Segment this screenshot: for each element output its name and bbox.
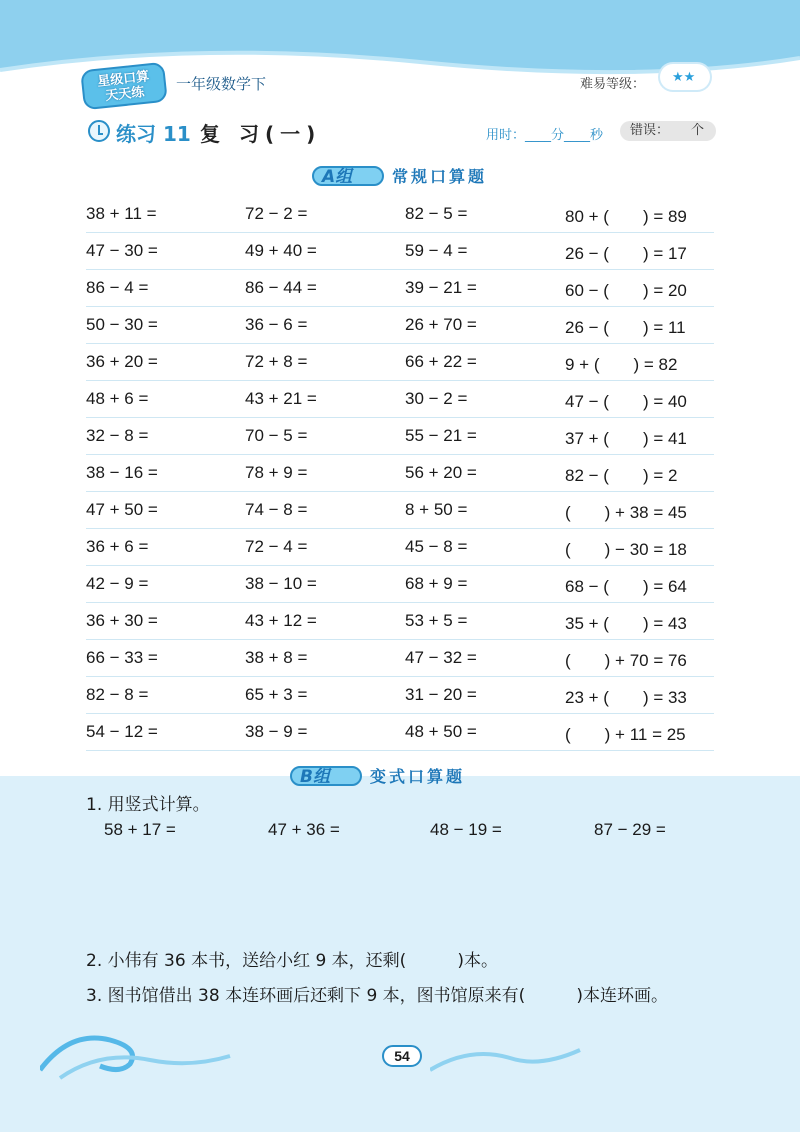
calc-item: ( ) − 30 = 18 xyxy=(565,539,687,559)
calc-item: 47 + 50 = xyxy=(86,500,158,519)
calc-item: 54 − 12 = xyxy=(86,722,158,741)
calc-item: 72 + 8 = xyxy=(245,352,308,371)
calc-item: 72 − 4 = xyxy=(245,537,308,556)
calc-row xyxy=(86,381,714,418)
calc-item: ( ) + 70 = 76 xyxy=(565,650,687,670)
calc-item: 78 + 9 = xyxy=(245,463,308,482)
calc-item: 38 − 9 = xyxy=(245,722,308,741)
calc-item: 39 − 21 = xyxy=(405,278,477,297)
calc-row xyxy=(86,603,714,640)
calc-item: 66 − 33 = xyxy=(86,648,158,667)
calc-item: 82 − ( ) = 2 xyxy=(565,465,678,485)
calc-item: 36 + 20 = xyxy=(86,352,158,371)
calc-item: 36 + 30 = xyxy=(86,611,158,630)
calc-item: 86 − 44 = xyxy=(245,278,317,297)
calc-row xyxy=(86,566,714,603)
exercise-number: 练习 11 xyxy=(116,122,191,146)
calc-row xyxy=(86,677,714,714)
calc-item: 47 − 30 = xyxy=(86,241,158,260)
calc-item: 48 + 50 = xyxy=(405,722,477,741)
alarm-clock-icon xyxy=(88,120,110,142)
exercise-title: 复 习(一) xyxy=(200,122,322,146)
difficulty-stars: ★★ xyxy=(672,69,696,84)
calc-item: 74 − 8 = xyxy=(245,500,308,519)
question-1-label: 1. 用竖式计算。 xyxy=(86,795,210,815)
difficulty-cloud xyxy=(660,64,710,90)
calc-item: 70 − 5 = xyxy=(245,426,308,445)
calc-item: 26 + 70 = xyxy=(405,315,477,334)
vertical-calc-item: 47 + 36 = xyxy=(268,820,340,839)
calc-row xyxy=(86,307,714,344)
calc-item: 68 + 9 = xyxy=(405,574,468,593)
calc-row xyxy=(86,492,714,529)
time-used: 用时：____分____秒 xyxy=(486,128,604,143)
page-number: 54 xyxy=(382,1045,422,1067)
wave-decoration-left xyxy=(40,1020,240,1080)
calc-item: 36 + 6 = xyxy=(86,537,149,556)
calc-item: 66 + 22 = xyxy=(405,352,477,371)
calc-row xyxy=(86,714,714,751)
calc-row xyxy=(86,640,714,677)
calc-row xyxy=(86,455,714,492)
calc-row xyxy=(86,196,714,233)
calc-item: 60 − ( ) = 20 xyxy=(565,280,687,300)
question-2: 2. 小伟有 36 本书，送给小红 9 本，还剩( )本。 xyxy=(86,951,498,971)
calc-row xyxy=(86,529,714,566)
calc-item: 55 − 21 = xyxy=(405,426,477,445)
calc-item: ( ) + 11 = 25 xyxy=(565,724,686,744)
calc-item: 43 + 12 = xyxy=(245,611,317,630)
calc-item: 56 + 20 = xyxy=(405,463,477,482)
grade-label: 一年级数学下 xyxy=(176,75,267,93)
calc-row xyxy=(86,344,714,381)
errors-unit: 个 xyxy=(690,123,704,138)
errors-box xyxy=(620,121,716,141)
calc-item: 26 − ( ) = 11 xyxy=(565,317,686,337)
calc-item: 38 − 10 = xyxy=(245,574,317,593)
calc-item: 72 − 2 = xyxy=(245,204,308,223)
calc-item: 59 − 4 = xyxy=(405,241,468,260)
calc-item: 65 + 3 = xyxy=(245,685,308,704)
calc-item: 45 − 8 = xyxy=(405,537,468,556)
calc-item: 30 − 2 = xyxy=(405,389,468,408)
calc-item: 35 + ( ) = 43 xyxy=(565,613,687,633)
group-a-subtitle: 常规口算题 xyxy=(392,167,488,186)
group-a-label: A组 xyxy=(322,167,353,187)
calc-item: 86 − 4 = xyxy=(86,278,149,297)
vertical-calc-item: 87 − 29 = xyxy=(594,820,666,839)
calc-item: 43 + 21 = xyxy=(245,389,317,408)
calc-item: 49 + 40 = xyxy=(245,241,317,260)
question-3: 3. 图书馆借出 38 本连环画后还剩下 9 本，图书馆原来有( )本连环画。 xyxy=(86,986,668,1006)
group-b-label: B组 xyxy=(300,767,330,787)
logo-text-main: 星级口算 xyxy=(96,68,150,89)
calc-item: 38 − 16 = xyxy=(86,463,158,482)
calc-item: 38 + 8 = xyxy=(245,648,308,667)
calc-item: 36 − 6 = xyxy=(245,315,308,334)
calc-item: 82 − 5 = xyxy=(405,204,468,223)
calc-item: 68 − ( ) = 64 xyxy=(565,576,687,596)
title-row xyxy=(88,118,718,146)
calc-item: 38 + 11 = xyxy=(86,204,157,223)
calc-item: 47 − 32 = xyxy=(405,648,477,667)
calc-item: 32 − 8 = xyxy=(86,426,149,445)
calculation-grid xyxy=(86,196,714,751)
calc-row xyxy=(86,418,714,455)
calc-item: 80 + ( ) = 89 xyxy=(565,206,687,226)
calc-item: 48 + 6 = xyxy=(86,389,149,408)
group-a-header xyxy=(312,164,512,188)
vertical-calc-item: 58 + 17 = xyxy=(104,820,176,839)
group-b-subtitle: 变式口算题 xyxy=(370,767,466,786)
errors-label: 错误： xyxy=(630,123,670,138)
calc-item: 23 + ( ) = 33 xyxy=(565,687,687,707)
calc-item: 82 − 8 = xyxy=(86,685,149,704)
calc-row xyxy=(86,270,714,307)
group-b-header xyxy=(290,764,490,788)
calc-row xyxy=(86,233,714,270)
calc-item: 47 − ( ) = 40 xyxy=(565,391,687,411)
difficulty-label: 难易等级： xyxy=(580,77,646,92)
wave-decoration-right xyxy=(430,1040,590,1080)
calc-item: 53 + 5 = xyxy=(405,611,468,630)
calc-item: 50 − 30 = xyxy=(86,315,158,334)
calc-item: ( ) + 38 = 45 xyxy=(565,502,687,522)
calc-item: 9 + ( ) = 82 xyxy=(565,354,678,374)
logo-text-sub: 天天练 xyxy=(104,83,145,103)
calc-item: 26 − ( ) = 17 xyxy=(565,243,687,263)
vertical-calc-item: 48 − 19 = xyxy=(430,820,502,839)
calc-item: 37 + ( ) = 41 xyxy=(565,428,687,448)
calc-item: 31 − 20 = xyxy=(405,685,477,704)
calc-item: 42 − 9 = xyxy=(86,574,149,593)
calc-item: 8 + 50 = xyxy=(405,500,468,519)
